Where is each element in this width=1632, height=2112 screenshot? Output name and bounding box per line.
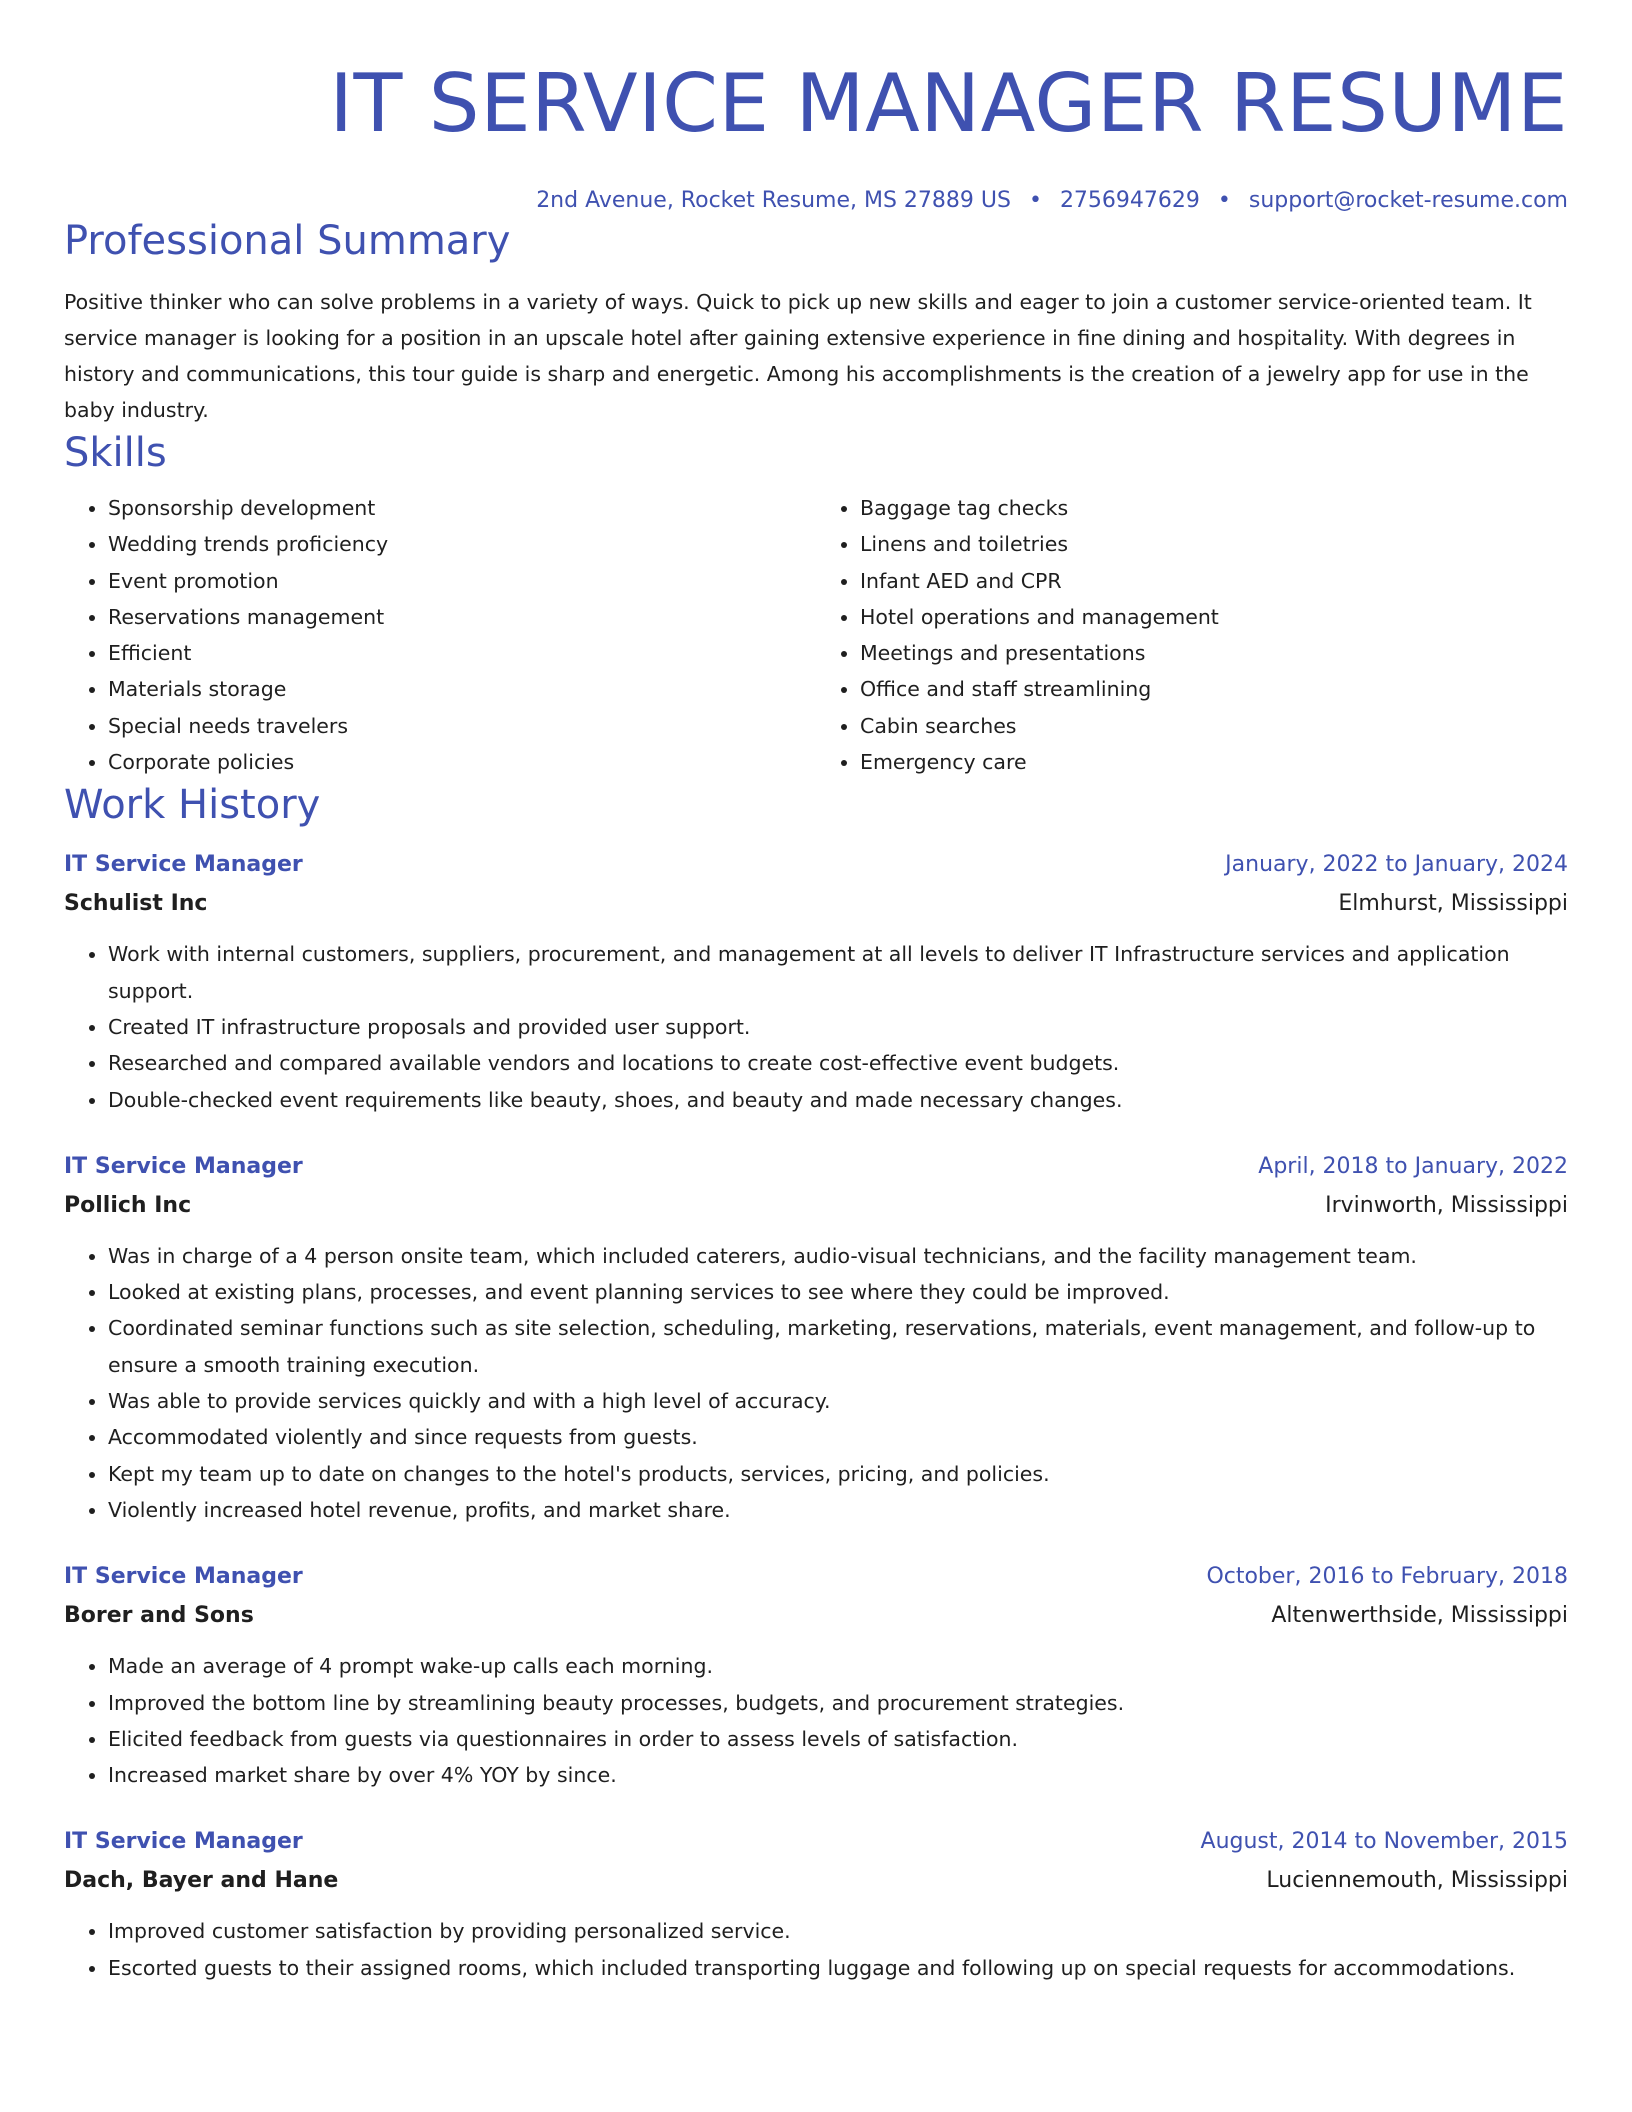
skill-item: • Special needs travelers	[108, 708, 816, 744]
contact-separator: •	[1028, 188, 1042, 213]
skill-item: • Baggage tag checks	[860, 490, 1568, 526]
job-bullet: • Researched and compared available vendors and locations to create cost-effective event budgets.	[108, 1045, 1568, 1081]
job-bullets	[64, 1648, 1568, 1793]
skill-item: • Infant AED and CPR	[860, 563, 1568, 599]
job-bullets	[64, 1238, 1568, 1528]
job-company: Dach, Bayer and Hane	[64, 1868, 339, 1894]
job-bullet: • Made an average of 4 prompt wake-up calls each morning.	[108, 1648, 1568, 1684]
job-title: IT Service Manager	[64, 1564, 303, 1590]
job-title-row	[64, 1823, 1568, 1861]
contact-phone: 2756947629	[1059, 188, 1200, 213]
resume-page	[64, 0, 1568, 1986]
job-bullet: • Increased market share by over 4% YOY by since.	[108, 1757, 1568, 1793]
skills-heading: Skills	[64, 430, 167, 476]
skill-item: • Linens and toiletries	[860, 526, 1568, 562]
job-entry	[64, 1148, 1568, 1528]
job-bullet: • Double-checked event requirements like beauty, shoes, and beauty and made necessary changes.	[108, 1082, 1568, 1118]
job-bullet: • Work with internal customers, suppliers, procurement, and management at all levels to deliver IT Infrastructure services and application support.	[108, 936, 1568, 1009]
job-entry	[64, 846, 1568, 1117]
job-title-row	[64, 846, 1568, 884]
skill-item: • Hotel operations and management	[860, 599, 1568, 635]
job-bullets	[64, 936, 1568, 1117]
professional-summary-heading: Professional Summary	[64, 218, 511, 264]
skill-item: • Reservations management	[108, 599, 816, 635]
contact-separator: •	[1217, 188, 1231, 213]
job-company: Pollich Inc	[64, 1192, 192, 1218]
skills-columns	[64, 490, 1568, 780]
skill-item: • Corporate policies	[108, 744, 816, 780]
job-title: IT Service Manager	[64, 1829, 303, 1855]
job-title-row	[64, 1558, 1568, 1596]
job-company-row	[64, 1596, 1568, 1636]
job-title: IT Service Manager	[64, 852, 303, 878]
job-company: Borer and Sons	[64, 1603, 254, 1629]
job-company-row	[64, 884, 1568, 924]
work-history-heading: Work History	[64, 782, 321, 829]
job-location: Luciennemouth, Mississippi	[1266, 1868, 1568, 1894]
job-bullet: • Coordinated seminar functions such as site selection, scheduling, marketing, reservations, materials, event management, and follow-up to ensure a smooth training execution.	[108, 1310, 1568, 1383]
job-bullet: • Improved the bottom line by streamlining beauty processes, budgets, and procurement strategies.	[108, 1685, 1568, 1721]
job-location: Altenwerthside, Mississippi	[1271, 1603, 1568, 1629]
job-bullet: • Violently increased hotel revenue, profits, and market share.	[108, 1492, 1568, 1528]
skill-item: • Materials storage	[108, 671, 816, 707]
job-title: IT Service Manager	[64, 1153, 303, 1179]
job-company-row	[64, 1861, 1568, 1901]
job-bullet: • Elicited feedback from guests via questionnaires in order to assess levels of satisfaction.	[108, 1721, 1568, 1757]
job-bullet: • Accommodated violently and since requests from guests.	[108, 1419, 1568, 1455]
contact-email: support@rocket-resume.com	[1248, 188, 1568, 213]
skill-item: • Wedding trends proficiency	[108, 526, 816, 562]
job-bullet: • Escorted guests to their assigned rooms, which included transporting luggage and following up on special requests for accommodations.	[108, 1950, 1568, 1986]
contact-address: 2nd Avenue, Rocket Resume, MS 27889 US	[536, 188, 1011, 213]
contact-line	[64, 186, 1568, 216]
professional-summary-text: Positive thinker who can solve problems in a variety of ways. Quick to pick up new skills and eager to join a customer service-oriented team. It service manager is looking for a position in an upscale hotel after gaining extensive experience in fine dining and hospitality. With degrees in history and communications, this tour guide is sharp and energetic. Among his accomplishments is the creation of a jewelry app for use in the baby industry.	[64, 290, 1532, 422]
job-bullet: • Improved customer satisfaction by providing personalized service.	[108, 1913, 1568, 1949]
job-location: Irvinworth, Mississippi	[1325, 1192, 1568, 1218]
job-bullets	[64, 1913, 1568, 1986]
job-title-row	[64, 1148, 1568, 1186]
job-bullet: • Kept my team up to date on changes to the hotel's products, services, pricing, and policies.	[108, 1456, 1568, 1492]
skill-item: • Event promotion	[108, 563, 816, 599]
skill-item: • Meetings and presentations	[860, 635, 1568, 671]
job-bullet: • Created IT infrastructure proposals and provided user support.	[108, 1009, 1568, 1045]
job-bullet: • Looked at existing plans, processes, and event planning services to see where they could be improved.	[108, 1274, 1568, 1310]
skill-item: • Cabin searches	[860, 708, 1568, 744]
skills-list-left	[64, 490, 816, 780]
job-entry	[64, 1558, 1568, 1793]
job-dates: April, 2018 to January, 2022	[1258, 1153, 1568, 1179]
job-entry	[64, 1823, 1568, 1986]
skill-item: • Office and staff streamlining	[860, 671, 1568, 707]
skill-item: • Efficient	[108, 635, 816, 671]
job-company-row	[64, 1186, 1568, 1226]
job-dates: August, 2014 to November, 2015	[1200, 1829, 1568, 1855]
job-bullet: • Was able to provide services quickly and with a high level of accuracy.	[108, 1383, 1568, 1419]
job-dates: January, 2022 to January, 2024	[1225, 852, 1568, 878]
resume-title: IT SERVICE MANAGER RESUME	[329, 57, 1568, 150]
skill-item: • Emergency care	[860, 744, 1568, 780]
skills-list-right	[816, 490, 1568, 780]
skill-item: • Sponsorship development	[108, 490, 816, 526]
job-dates: October, 2016 to February, 2018	[1206, 1564, 1568, 1590]
job-bullet: • Was in charge of a 4 person onsite team, which included caterers, audio-visual technicians, and the facility management team.	[108, 1238, 1568, 1274]
job-company: Schulist Inc	[64, 891, 208, 917]
job-location: Elmhurst, Mississippi	[1338, 891, 1568, 917]
